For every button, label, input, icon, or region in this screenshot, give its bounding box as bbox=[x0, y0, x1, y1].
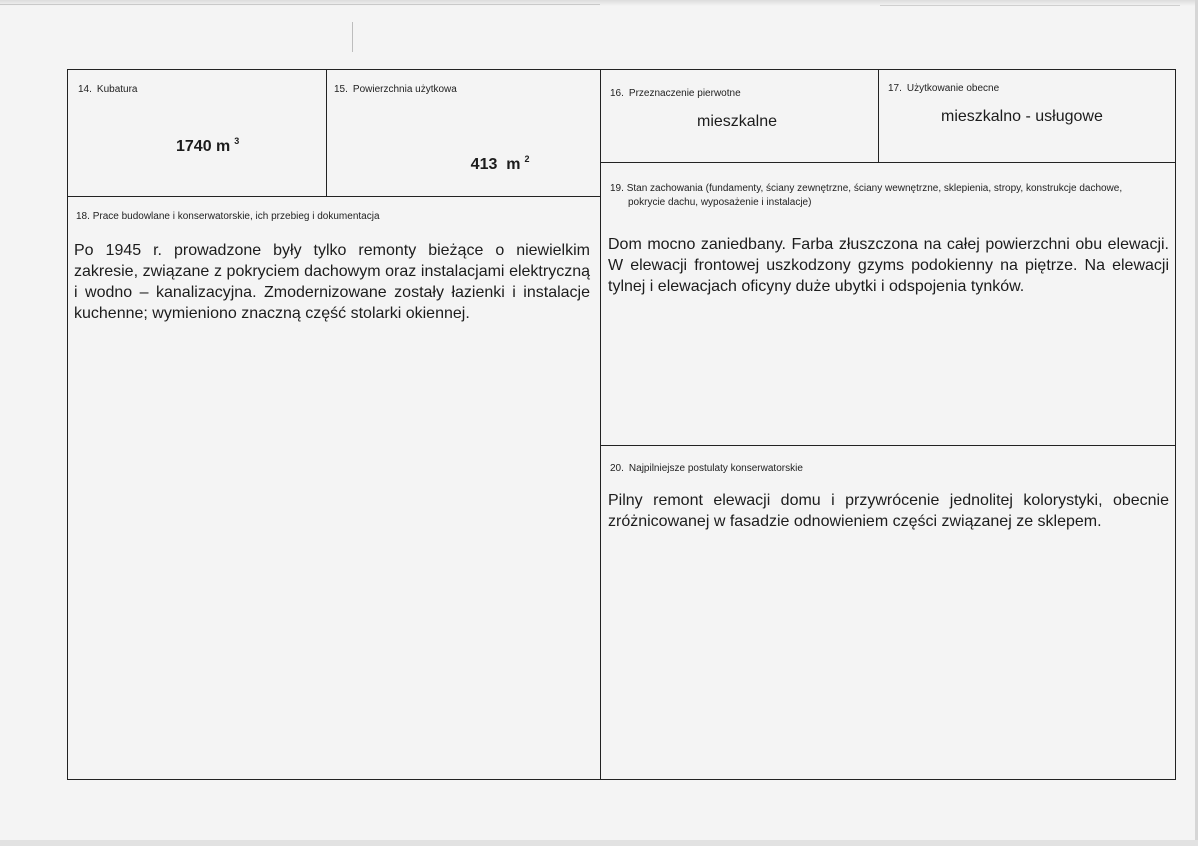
field-17-value: mieszkalno - usługowe bbox=[941, 108, 1103, 125]
field-19-text: Dom mocno zaniedbany. Farba złuszczona na całej powierzchni obu elewacji. W elewacji frontowej uszkodzony gzyms podokienny na piętrze. Na elewacji tylnej i elewacjach oficyny duże ubytki i odspojenia tynków. bbox=[608, 236, 1169, 295]
field-14-value: 1740 m $^3$ bbox=[176, 136, 240, 155]
field-15-value: 413 m $^2$ bbox=[470, 154, 530, 173]
field-20-text: Pilny remont elewacji domu i przywrócenie jednolitej kolorystyki, obecnie zróżnicowanej w fasadzie odnowieniem części związanej ze sklepem. bbox=[608, 492, 1169, 530]
field-20-postulaty bbox=[600, 445, 1176, 780]
field-16-label: 16. Przeznaczenie pierwotne bbox=[610, 88, 741, 99]
field-18-prace bbox=[67, 196, 601, 780]
field-20-label: 20. Najpilniejsze postulaty konserwatorskie bbox=[610, 463, 803, 474]
field-17-label: 17. Użytkowanie obecne bbox=[888, 83, 1000, 94]
field-16-value: mieszkalne bbox=[697, 113, 778, 130]
field-19-label: 19. Stan zachowania (fundamenty, ściany zewnętrzne, ściany wewnętrzne, sklepienia, stropy, konstrukcje dachowe, pokrycie dachu, wyposażenie i instalacje) bbox=[610, 183, 1123, 208]
field-14-kubatura bbox=[67, 69, 327, 197]
field-18-label: 18. Prace budowlane i konserwatorskie, ich przebieg i dokumentacja bbox=[76, 211, 380, 222]
field-15-label: 15. Powierzchnia użytkowa bbox=[334, 84, 457, 95]
field-16-przeznaczenie bbox=[600, 69, 879, 163]
field-18-text: Po 1945 r. prowadzone były tylko remonty bieżące o niewielkim zakresie, związane z pokryciem dachowym oraz instalacjami elektryczną i wodno – kanalizacyjna. Zmodernizowane zostały łazienki i instalacje kuchenne; wymieniono znaczną część stolarki okiennej. bbox=[74, 242, 590, 322]
field-14-label: 14. Kubatura bbox=[78, 84, 138, 95]
field-19-stan-zachowania bbox=[600, 162, 1176, 446]
field-17-uzytkowanie bbox=[878, 69, 1176, 163]
field-15-powierzchnia bbox=[326, 69, 601, 197]
